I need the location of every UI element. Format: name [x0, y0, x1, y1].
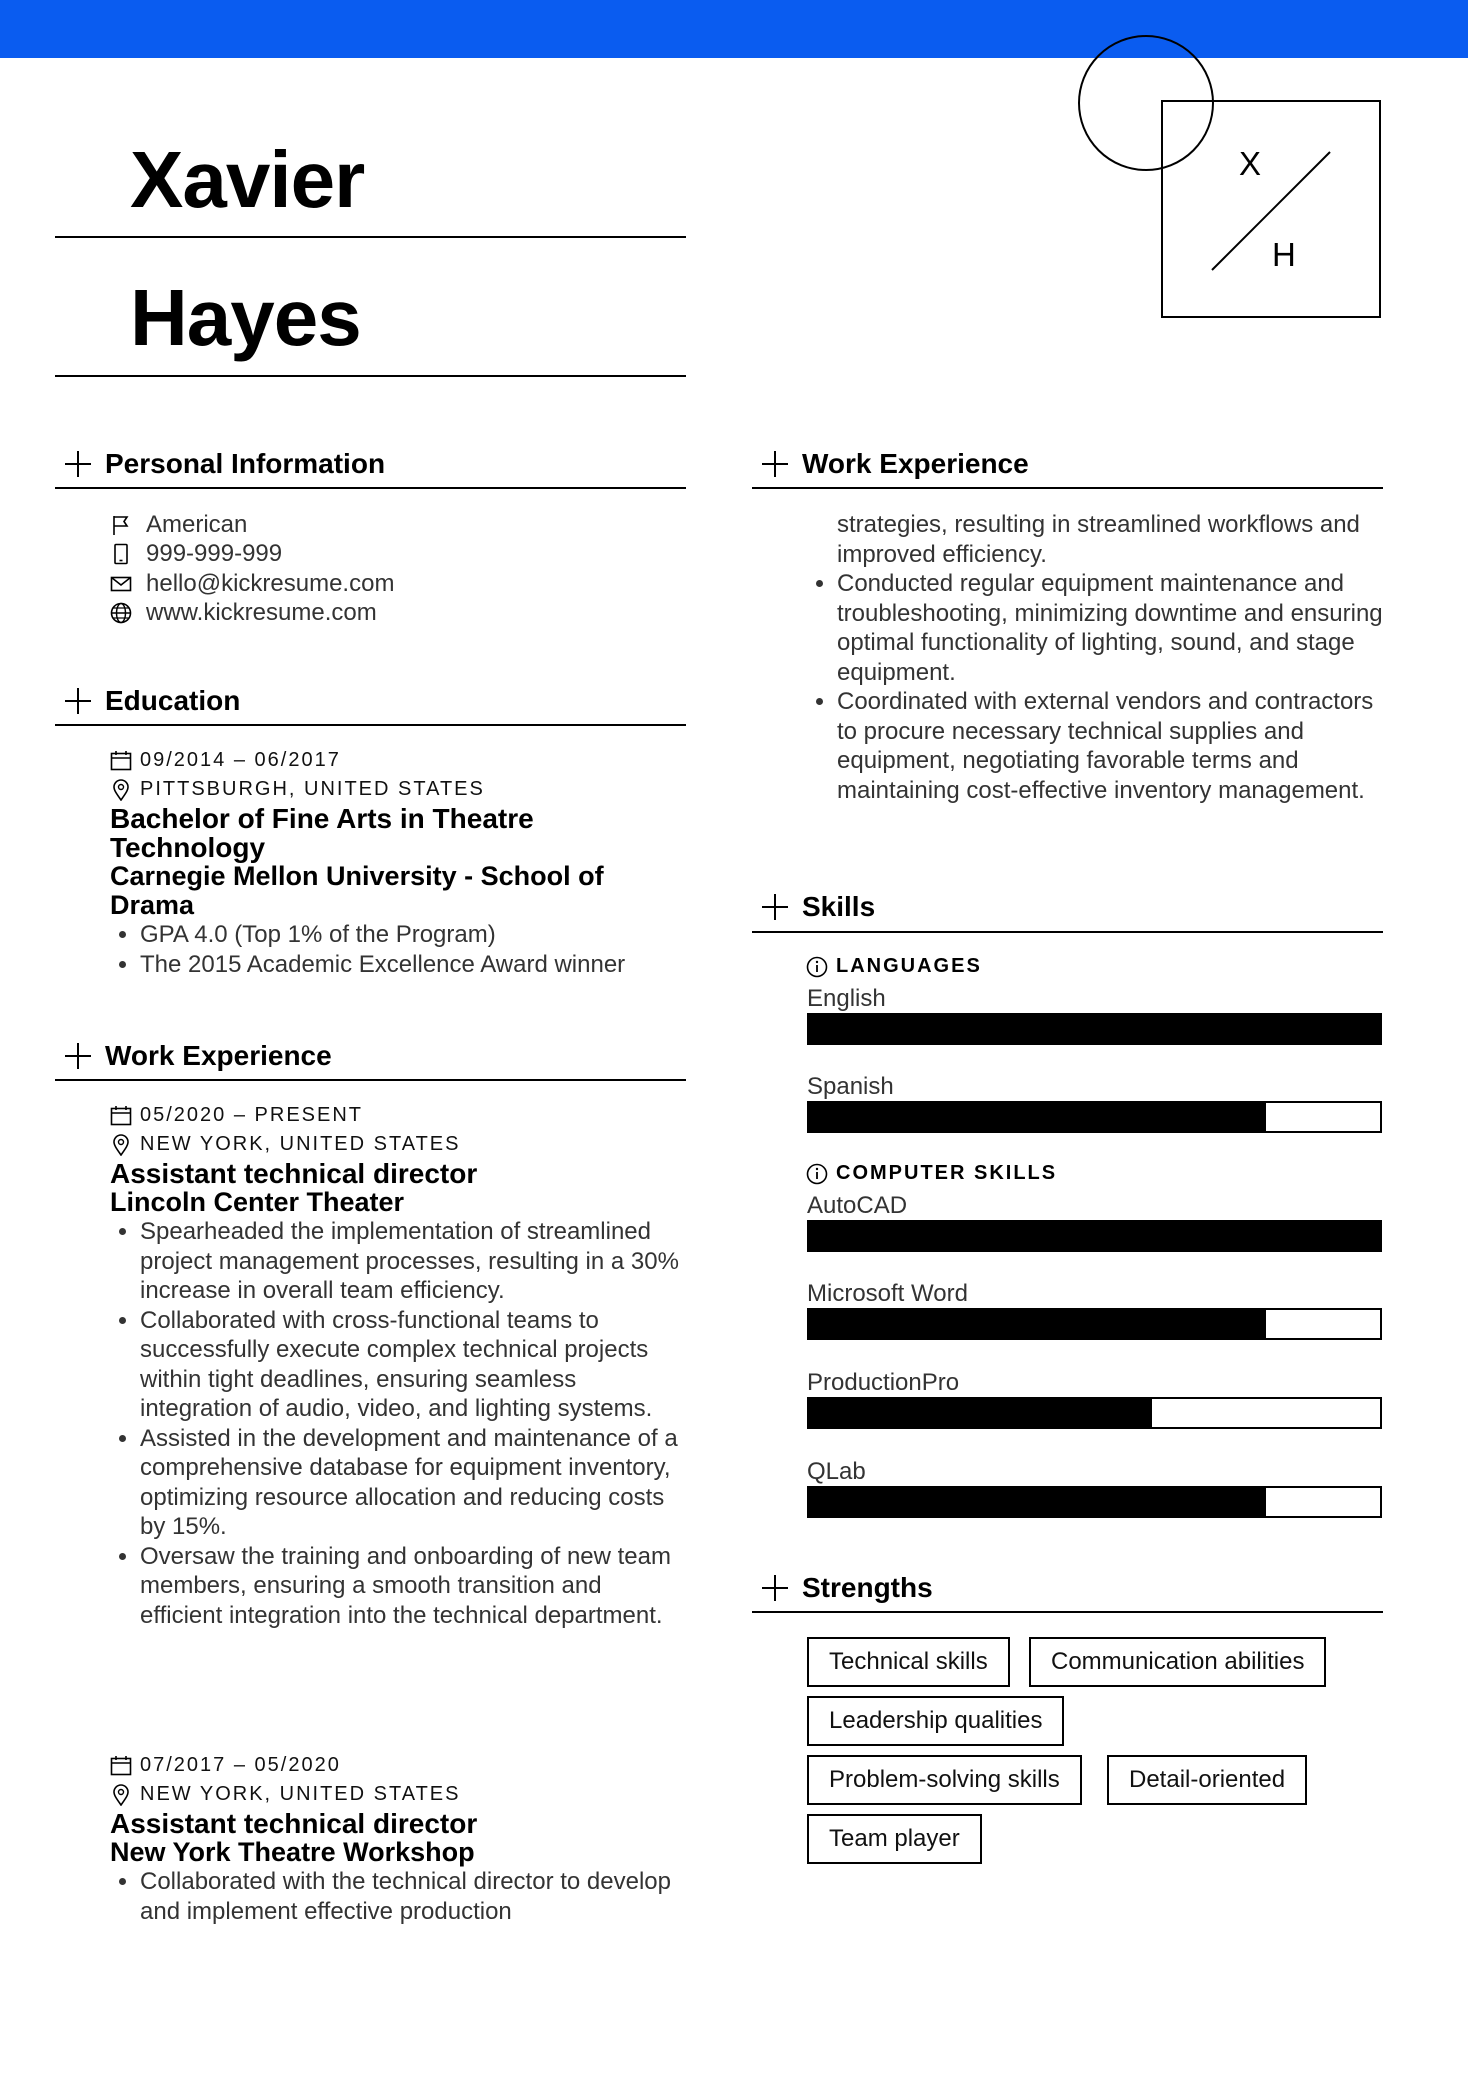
monogram-letter-h: H: [1272, 236, 1296, 273]
section-divider: [55, 724, 686, 726]
section-work-experience-continued: [762, 448, 1029, 480]
entry-location: PITTSBURGH, UNITED STATES: [110, 775, 690, 804]
section-title: Strengths: [802, 1572, 933, 1603]
strength-tag: Technical skills: [807, 1637, 1010, 1687]
section-title: Skills: [802, 891, 876, 922]
info-email[interactable]: [110, 569, 394, 599]
flag-icon: [110, 514, 132, 536]
work-entry-1: [110, 1101, 690, 1630]
section-title: Work Experience: [105, 1040, 332, 1071]
entry-location: NEW YORK, UNITED STATES: [110, 1130, 690, 1159]
monogram-letter-x: X: [1239, 145, 1262, 182]
list-item: • Collaborated with cross-functional teams to successfully execute complex technical projects within tight deadlines, ensuring seamless integration of audio, video, and lighting systems.: [140, 1306, 690, 1424]
last-name: Hayes: [130, 273, 361, 362]
job-title: Assistant technical director: [110, 1808, 478, 1839]
info-phone: [110, 540, 394, 570]
list-item: • Collaborated with the technical director to develop and implement effective production: [140, 1867, 690, 1926]
strength-tag: Problem-solving skills: [807, 1755, 1082, 1805]
skill-bar-fill: [809, 1103, 1266, 1131]
skill-bar-fill: [809, 1399, 1152, 1427]
education-entry: [110, 746, 690, 979]
skill-bar-fill: [809, 1488, 1266, 1516]
section-divider: [752, 487, 1383, 489]
school-name: Carnegie Mellon University - School of Drama: [110, 861, 604, 920]
skill-bar: [807, 1220, 1382, 1252]
plus-icon: [65, 1043, 91, 1069]
section-title: Personal Information: [105, 448, 386, 479]
plus-icon: [762, 451, 788, 477]
plus-icon: [65, 688, 91, 714]
section-title: Work Experience: [802, 448, 1029, 479]
skill-bar-fill: [809, 1310, 1266, 1338]
mail-icon: [110, 573, 132, 595]
info-text[interactable]: www.kickresume.com: [146, 599, 377, 627]
section-strengths: [762, 1572, 933, 1604]
info-text: American: [146, 510, 248, 538]
section-title: Education: [105, 685, 241, 716]
section-skills: [762, 891, 875, 923]
skill-category-computer: COMPUTER SKILLS: [806, 1162, 1057, 1185]
skill-bar: [807, 1486, 1382, 1518]
calendar-icon: [110, 1105, 132, 1127]
location-pin-icon: [110, 1784, 132, 1806]
skill-name: ProductionPro: [807, 1369, 960, 1396]
work-entry-2-continued: [807, 510, 1387, 805]
list-item: • Oversaw the training and onboarding of new team members, ensuring a smooth transition and efficient integration into the technical department.: [140, 1542, 690, 1631]
list-item: • GPA 4.0 (Top 1% of the Program): [140, 920, 690, 950]
plus-icon: [65, 451, 91, 477]
info-icon: [806, 956, 828, 978]
skill-name: AutoCAD: [807, 1192, 908, 1219]
list-item: • Assisted in the development and maintenance of a comprehensive database for equipment inventory, optimizing resource allocation and reducing costs by 15%.: [140, 1424, 690, 1542]
skill-bar-fill: [809, 1222, 1380, 1250]
section-divider: [752, 1611, 1383, 1613]
info-icon: [806, 1163, 828, 1185]
section-divider: [55, 487, 686, 489]
skill-name: Microsoft Word: [807, 1280, 968, 1307]
work-entry-2: [110, 1751, 690, 1926]
strength-tag: Detail-oriented: [1107, 1755, 1307, 1805]
info-text: 999-999-999: [146, 540, 283, 568]
first-name: Xavier: [130, 135, 365, 224]
skill-name: Spanish: [807, 1073, 894, 1100]
info-website[interactable]: [110, 599, 394, 629]
section-personal-information: [65, 448, 385, 480]
plus-icon: [762, 1575, 788, 1601]
entry-location: NEW YORK, UNITED STATES: [110, 1780, 690, 1809]
skill-bar: [807, 1013, 1382, 1045]
skill-name: QLab: [807, 1458, 866, 1485]
entry-dates: 09/2014 – 06/2017: [110, 746, 690, 775]
calendar-icon: [110, 750, 132, 772]
name-divider-2: [55, 375, 686, 377]
personal-info-list: [110, 510, 394, 628]
phone-icon: [110, 543, 132, 565]
name-divider-1: [55, 236, 686, 238]
top-accent-bar: [0, 0, 1468, 58]
skill-category-languages: LANGUAGES: [806, 955, 982, 978]
degree-title: Bachelor of Fine Arts in Theatre Technology: [110, 803, 534, 863]
info-text[interactable]: hello@kickresume.com: [146, 569, 395, 597]
skill-bar: [807, 1308, 1382, 1340]
plus-icon: [762, 894, 788, 920]
work-bullets: [807, 569, 1387, 805]
monogram-slash: [1161, 100, 1381, 318]
globe-icon: [110, 602, 132, 624]
skill-bar: [807, 1397, 1382, 1429]
list-item: • Conducted regular equipment maintenance and troubleshooting, minimizing downtime and ensuring optimal functionality of lighting, sound, and stage equipment.: [837, 569, 1387, 687]
list-item: • Coordinated with external vendors and contractors to procure necessary technical supplies and equipment, negotiating favorable terms and maintaining cost-effective inventory management.: [837, 687, 1387, 805]
company-name: Lincoln Center Theater: [110, 1187, 405, 1217]
entry-dates: 05/2020 – PRESENT: [110, 1101, 690, 1130]
education-bullets: [110, 920, 690, 979]
list-item: • The 2015 Academic Excellence Award winner: [140, 950, 690, 980]
section-divider: [55, 1079, 686, 1081]
location-pin-icon: [110, 1134, 132, 1156]
location-pin-icon: [110, 779, 132, 801]
skill-bar: [807, 1101, 1382, 1133]
section-divider: [752, 931, 1383, 933]
strength-tag: Team player: [807, 1814, 982, 1864]
entry-dates: 07/2017 – 05/2020: [110, 1751, 690, 1780]
company-name: New York Theatre Workshop: [110, 1837, 475, 1867]
section-education: [65, 685, 240, 717]
job-title: Assistant technical director: [110, 1158, 478, 1189]
bullet-continuation: strategies, resulting in streamlined workflows and improved efficiency.: [837, 511, 1360, 568]
strength-tag: Communication abilities: [1029, 1637, 1326, 1687]
skill-bar-fill: [809, 1015, 1380, 1043]
section-work-experience: [65, 1040, 332, 1072]
skill-name: English: [807, 985, 886, 1012]
calendar-icon: [110, 1755, 132, 1777]
list-item: • Spearheaded the implementation of streamlined project management processes, resulting in a 30% increase in overall team efficiency.: [140, 1217, 690, 1306]
work-bullets: [110, 1867, 690, 1926]
strength-tag: Leadership qualities: [807, 1696, 1064, 1746]
work-bullets: [110, 1217, 690, 1630]
info-nationality: [110, 510, 394, 540]
